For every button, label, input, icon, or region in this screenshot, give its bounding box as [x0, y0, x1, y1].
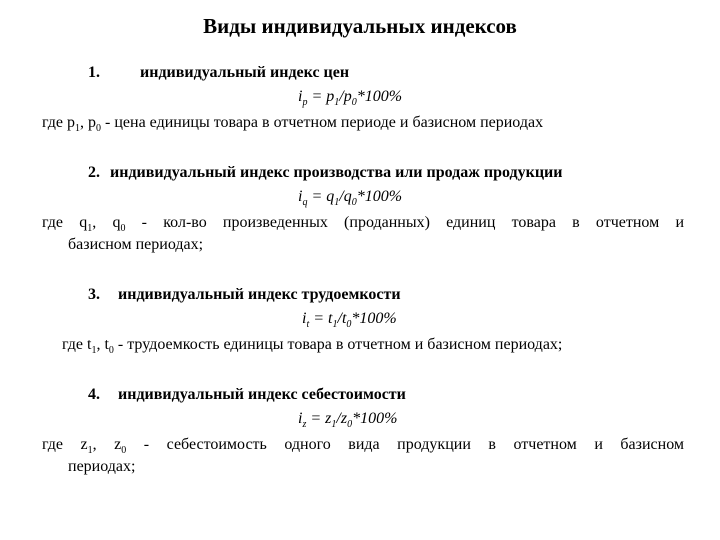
section-4-heading: [88, 386, 406, 404]
section-4-description: где $z_1$, $z_0$ - себестоимость одного вида продукции в отчетном и базисном: [42, 436, 685, 457]
section-4-formula: $i_z = z_1/z_0*100\%$: [298, 410, 398, 431]
section-3-heading: [88, 286, 401, 304]
section-2-title: индивидуальный индекс производства или продаж продукции: [110, 164, 563, 181]
section-2-formula: $i_q = q_1/q_0*100\%$: [298, 188, 403, 209]
section-1-description: где $p_1$, $p_0$ - цена единицы товара в отчетном периоде и базисном периодах: [42, 114, 544, 135]
section-2-description-line2: базисном периодах;: [68, 236, 204, 253]
section-3-title: индивидуальный индекс трудоемкости: [118, 286, 401, 303]
section-3-formula: $i_t = t_1/t_0*100\%$: [302, 310, 397, 331]
page-title: Виды индивидуальных индексов: [203, 14, 517, 38]
section-1-title: индивидуальный индекс цен: [140, 64, 350, 81]
section-2-number: 2.: [88, 164, 100, 181]
section-4-title: индивидуальный индекс себестоимости: [118, 386, 406, 403]
section-1-number: 1.: [88, 64, 100, 81]
section-1-heading: [88, 64, 349, 82]
section-3-number: 3.: [88, 286, 100, 303]
section-2-description: где $q_1$, $q_0 - кол-во$ произведенных (проданных) единиц товара в отчетном и: [42, 214, 685, 235]
section-1-formula: $i_p = p_1/p_0*100\%$: [298, 88, 403, 109]
section-4-description-line2: периодах;: [68, 458, 136, 475]
section-2-heading: [88, 164, 562, 182]
section-4-number: 4.: [88, 386, 100, 403]
section-3-description: где $t_1$, $t_0$ - трудоемкость единицы товара в отчетном и базисном периодах;: [62, 336, 563, 357]
